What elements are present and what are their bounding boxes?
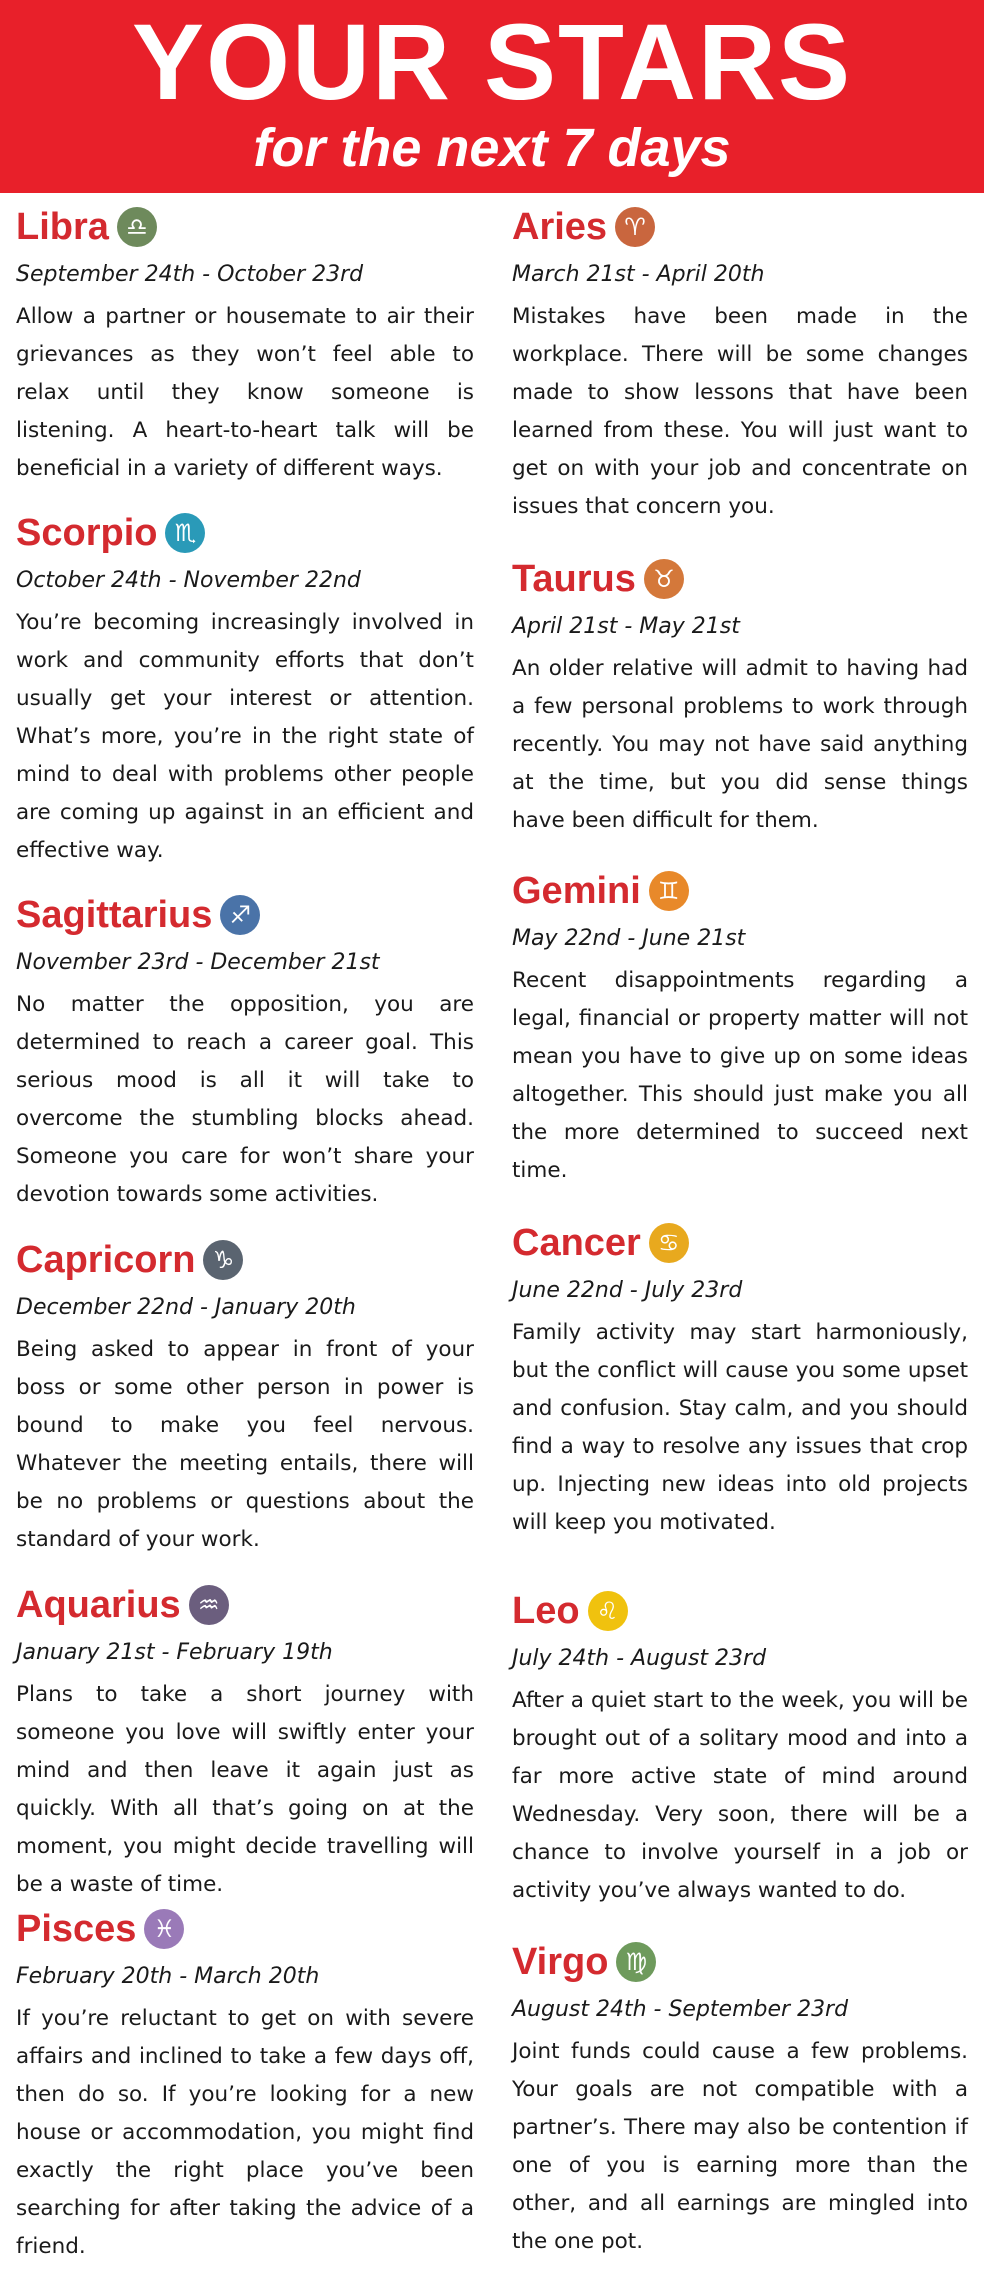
sign-virgo [512,1937,968,2261]
leo-icon: ♌ [588,1591,628,1631]
horoscope-text: Family activity may start harmoniously, but the conflict will cause you some upset and confusion. Stay calm, and you should find a way to resolve any issues that crop up. Injecting new ideas into old projects will keep you motivated. [512,1320,968,1535]
sign-dates: November 23rd - December 21st [16,950,380,975]
sign-name: Gemini [512,870,641,912]
sign-heading [512,1218,968,1268]
sign-name: Aries [512,206,608,248]
sign-capricorn [16,1235,474,1559]
sign-name: Pisces [16,1908,137,1950]
sign-name: Taurus [512,558,636,600]
sign-leo [512,1586,968,1910]
sign-scorpio [16,508,474,870]
horoscope-text: Plans to take a short journey with someone you love will swiftly enter your mind and then leave it again just as quickly. With all that’s going on at the moment, you might decide travelling will be a waste of time. [16,1682,474,1897]
sign-dates: July 24th - August 23rd [512,1646,767,1671]
sign-name: Libra [16,206,109,248]
sign-dates: August 24th - September 23rd [512,1997,849,2022]
pisces-icon: ♓ [144,1909,184,1949]
sign-pisces [16,1904,474,2266]
sign-libra [16,202,474,488]
horoscope-text: No matter the opposition, you are determined to reach a career goal. This serious mood is all it will take to overcome the stumbling blocks ahead. Someone you care for won’t share your devotion towards some activities. [16,992,474,1207]
sign-name: Cancer [512,1222,641,1264]
sign-name: Capricorn [16,1239,196,1281]
capricorn-icon: ♑ [203,1240,243,1280]
sign-dates: October 24th - November 22nd [16,568,361,593]
sign-heading [16,890,474,940]
aquarius-icon: ♒ [189,1585,229,1625]
horoscope-text: Recent disappointments regarding a legal, financial or property matter will not mean you have to give up on some ideas altogether. This should just make you all the more determined to succeed next time. [512,968,968,1183]
horoscope-text: Being asked to appear in front of your boss or some other person in power is bound to make you feel nervous. Whatever the meeting entails, there will be no problems or questions about the standard of your work. [16,1337,474,1552]
sign-dates: April 21st - May 21st [512,614,740,639]
horoscope-text: After a quiet start to the week, you will be brought out of a solitary mood and into a far more active state of mind around Wednesday. Very soon, there will be a chance to involve yourself in a job or activity you’ve always wanted to do. [512,1688,968,1903]
sign-gemini [512,866,968,1190]
page-title: YOUR STARS [131,1,853,122]
sign-heading [16,508,474,558]
cancer-icon: ♋ [649,1223,689,1263]
page-subtitle: for the next 7 days [253,118,731,178]
sign-heading [16,202,474,252]
horoscope-text: An older relative will admit to having had a few personal problems to work through recently. You may not have said anything at the time, but you did sense things have been difficult for them. [512,656,968,833]
gemini-icon: ♊ [649,871,689,911]
sign-heading [512,866,968,916]
sign-name: Sagittarius [16,894,213,936]
sign-dates: May 22nd - June 21st [512,926,746,951]
sign-heading [16,1235,474,1285]
sign-heading [16,1904,474,1954]
sign-dates: September 24th - October 23rd [16,262,364,287]
sign-aquarius [16,1580,474,1904]
sign-dates: June 22nd - July 23rd [512,1278,743,1303]
horoscope-text: Mistakes have been made in the workplace. There will be some changes made to show lessons that have been learned from these. You will just want to get on with your job and concentrate on issues that concern you. [512,304,968,519]
sign-heading [512,202,968,252]
sign-cancer [512,1218,968,1542]
sign-name: Scorpio [16,512,158,554]
horoscope-text: If you’re reluctant to get on with severe affairs and inclined to take a few days off, then do so. If you’re looking for a new house or accommodation, you might find exactly the right place you’ve been searching for after taking the advice of a friend. [16,2006,474,2259]
sign-heading [16,1580,474,1630]
sign-sagittarius [16,890,474,1214]
sign-dates: March 21st - April 20th [512,262,765,287]
sagittarius-icon: ♐ [220,895,260,935]
aries-icon: ♈ [615,207,655,247]
sign-heading [512,1586,968,1636]
sign-heading [512,1937,968,1987]
header-banner [0,0,984,193]
libra-icon: ♎ [117,207,157,247]
sign-aries [512,202,968,526]
sign-dates: December 22nd - January 20th [16,1295,356,1320]
virgo-icon: ♍ [616,1942,656,1982]
sign-dates: February 20th - March 20th [16,1964,320,1989]
taurus-icon: ♉ [644,559,684,599]
sign-heading [512,554,968,604]
sign-taurus [512,554,968,840]
horoscope-text: Joint funds could cause a few problems. Your goals are not compatible with a partner’s. There may also be contention if one of you is earning more than the other, and all earnings are mingled into the one pot. [512,2039,968,2254]
sign-dates: January 21st - February 19th [16,1640,333,1665]
sign-name: Aquarius [16,1584,181,1626]
sign-name: Virgo [512,1941,609,1983]
scorpio-icon: ♏ [165,513,205,553]
horoscope-text: You’re becoming increasingly involved in work and community efforts that don’t usually get your interest or attention. What’s more, you’re in the right state of mind to deal with problems other people are coming up against in an efficient and effective way. [16,610,474,863]
sign-name: Leo [512,1590,580,1632]
horoscope-text: Allow a partner or housemate to air their grievances as they won’t feel able to relax until they know someone is listening. A heart-to-heart talk will be beneficial in a variety of different ways. [16,304,474,481]
